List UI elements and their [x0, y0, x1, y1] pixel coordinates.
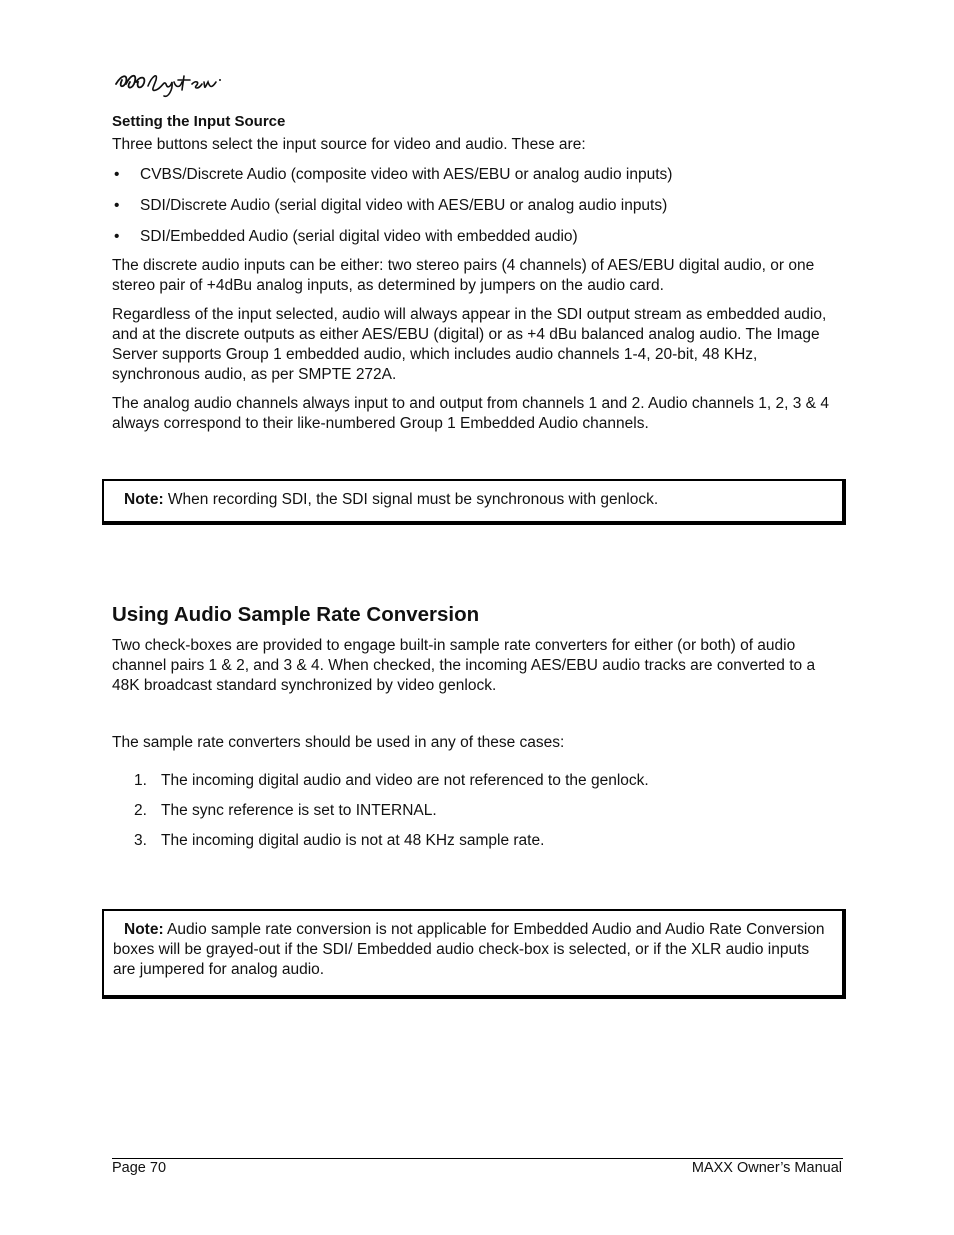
list-item: • CVBS/Discrete Audio (composite video with AES/EBU or analog audio inputs) — [114, 166, 673, 183]
note-box-sample-rate — [102, 909, 846, 999]
sample-rate-section — [112, 602, 842, 861]
section-title: Using Audio Sample Rate Conversion — [112, 603, 480, 626]
company-logo — [112, 62, 224, 102]
input-source-section — [112, 112, 836, 434]
list-item: 3. The incoming digital audio is not at 48 KHz sample rate. — [134, 832, 545, 849]
list-item: 2. The sync reference is set to INTERNAL. — [134, 802, 437, 819]
analog-channels-paragraph: The analog audio channels always input to and output from channels 1 and 2. Audio channels 1, 2, 3 & 4 always correspond to their like-numbered Group 1 Embedded Audio channels. — [112, 395, 829, 432]
note-text: When recording SDI, the SDI signal must be synchronous with genlock. — [163, 491, 659, 508]
input-source-heading: Setting the Input Source — [112, 113, 286, 130]
bullet-icon: • — [114, 166, 120, 183]
logo-signature-icon — [112, 62, 224, 102]
input-source-list — [112, 165, 836, 247]
note-text: Audio sample rate conversion is not applicable for Embedded Audio and Audio Rate Conversion boxes will be grayed-out if the SDI/ Embedded audio check-box is selected, or if the XLR audio inputs are jumpered for analog audio. — [113, 921, 825, 978]
manual-title: MAXX Owner’s Manual — [691, 1160, 842, 1176]
list-item: • SDI/Embedded Audio (serial digital video with embedded audio) — [114, 228, 578, 245]
embedded-audio-paragraph: Regardless of the input selected, audio will always appear in the SDI output stream as embedded audio, and at the discrete outputs as either AES/EBU (digital) or as +4 dBu balanced analog audio. The Image Server supports Group 1 embedded audio, which includes audio channels 1-4, 20-bit, 48 KHz, synchronous audio, as per SMPTE 272A. — [112, 306, 827, 383]
list-item: 1. The incoming digital audio and video are not referenced to the genlock. — [134, 772, 649, 789]
bullet-icon: • — [114, 228, 120, 245]
sample-rate-intro: Two check-boxes are provided to engage built-in sample rate converters for either (or both) of audio channel pairs 1 & 2, and 3 & 4. When checked, the incoming AES/EBU audio tracks are converted to a 48K broadcast standard synchronized by video genlock. — [112, 637, 816, 694]
note-label: Note: — [124, 921, 164, 938]
discrete-audio-paragraph: The discrete audio inputs can be either: two stereo pairs (4 channels) of AES/EBU digital audio, or one stereo pair of +4dBu analog inputs, as determined by jumpers on the audio card. — [112, 257, 815, 294]
bullet-icon: • — [114, 197, 120, 214]
footer-divider — [112, 1158, 843, 1159]
note-box-sdi — [102, 479, 846, 525]
list-item: • SDI/Discrete Audio (serial digital video with AES/EBU or analog audio inputs) — [114, 197, 668, 214]
note-label: Note: — [124, 491, 164, 508]
cases-list — [112, 771, 842, 851]
cases-intro: The sample rate converters should be used in any of these cases: — [112, 734, 565, 751]
page-number: Page 70 — [112, 1160, 167, 1176]
input-source-intro: Three buttons select the input source for video and audio. These are: — [112, 136, 586, 153]
